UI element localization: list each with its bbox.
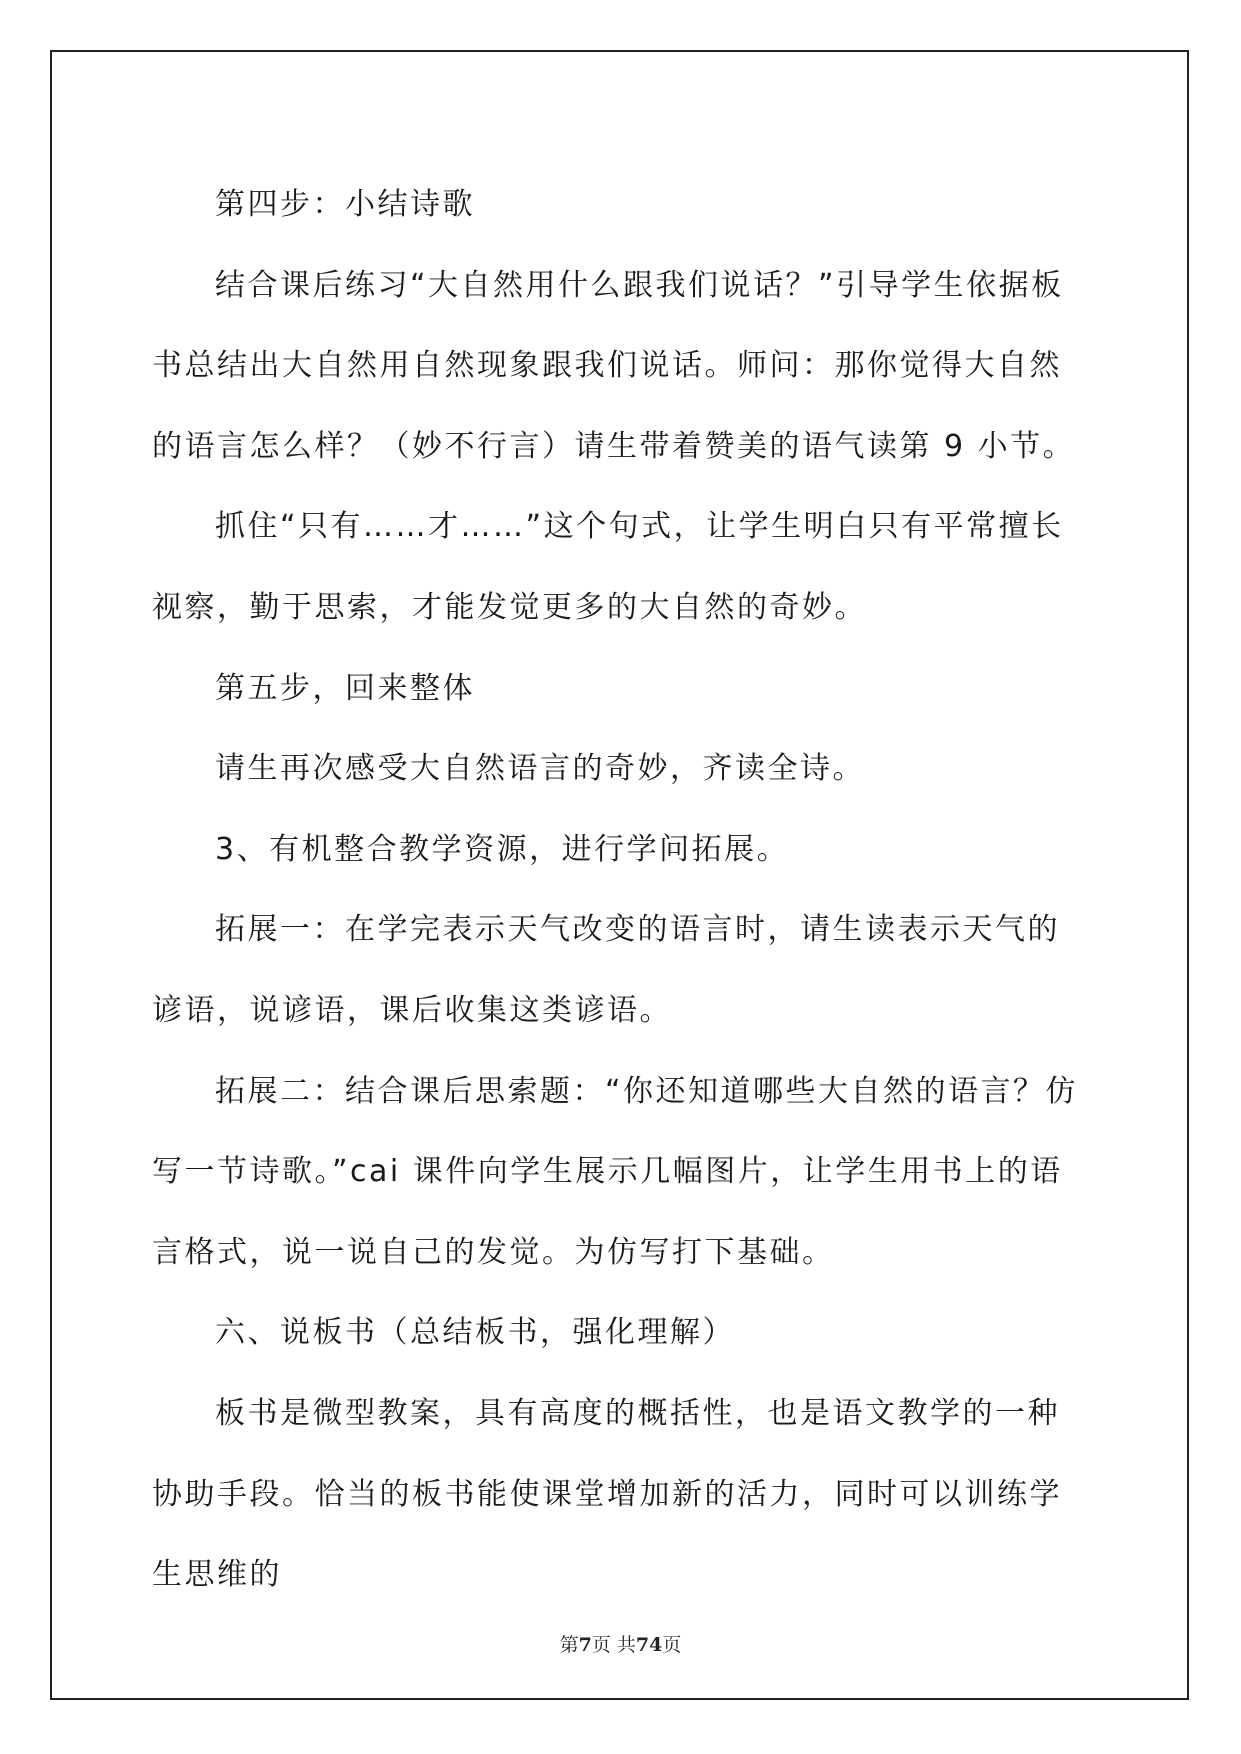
paragraph: 拓展二：结合课后思索题：“你还知道哪些大自然的语言？仿写一节诗歌。”cai 课件向学生展示几幅图片，让学生用书上的语言格式，说一说自己的发觉。为仿写打下基础。 xyxy=(152,1073,1079,1270)
paragraph: 第五步，回来整体 xyxy=(215,670,475,706)
document-body xyxy=(152,165,1092,1616)
current-page-number: 7 xyxy=(578,1634,592,1656)
paragraph: 结合课后练习“大自然用什么跟我们说话？”引导学生依据板书总结出大自然用自然现象跟我们说话。师问：那你觉得大自然的语言怎么样？（妙不行言）请生带着赞美的语气读第 9 小节。 xyxy=(152,267,1076,464)
paragraph: 板书是微型教案，具有高度的概括性，也是语文教学的一种协助手段。恰当的板书能使课堂增加新的活力，同时可以训练学生思维的 xyxy=(152,1395,1062,1593)
paragraph: 抓住“只有……才……”这个句式，让学生明白只有平常擅长视察，勤于思索，才能发觉更多的大自然的奇妙。 xyxy=(152,509,1064,625)
paragraph: 3、有机整合教学资源，进行学问拓展。 xyxy=(215,831,790,867)
paragraph: 拓展一：在学完表示天气改变的语言时，请生读表示天气的谚语，说谚语，课后收集这类谚语。 xyxy=(152,912,1060,1028)
total-pages-number: 74 xyxy=(635,1634,663,1656)
paragraph: 六、说板书（总结板书，强化理解） xyxy=(215,1315,735,1351)
page-footer xyxy=(0,1630,1241,1657)
footer-prefix: 第 xyxy=(559,1634,579,1656)
footer-middle: 页 共 xyxy=(591,1634,636,1656)
paragraph: 第四步：小结诗歌 xyxy=(215,187,475,222)
footer-suffix: 页 xyxy=(662,1634,682,1656)
paragraph: 请生再次感受大自然语言的奇妙，齐读全诗。 xyxy=(215,751,865,787)
